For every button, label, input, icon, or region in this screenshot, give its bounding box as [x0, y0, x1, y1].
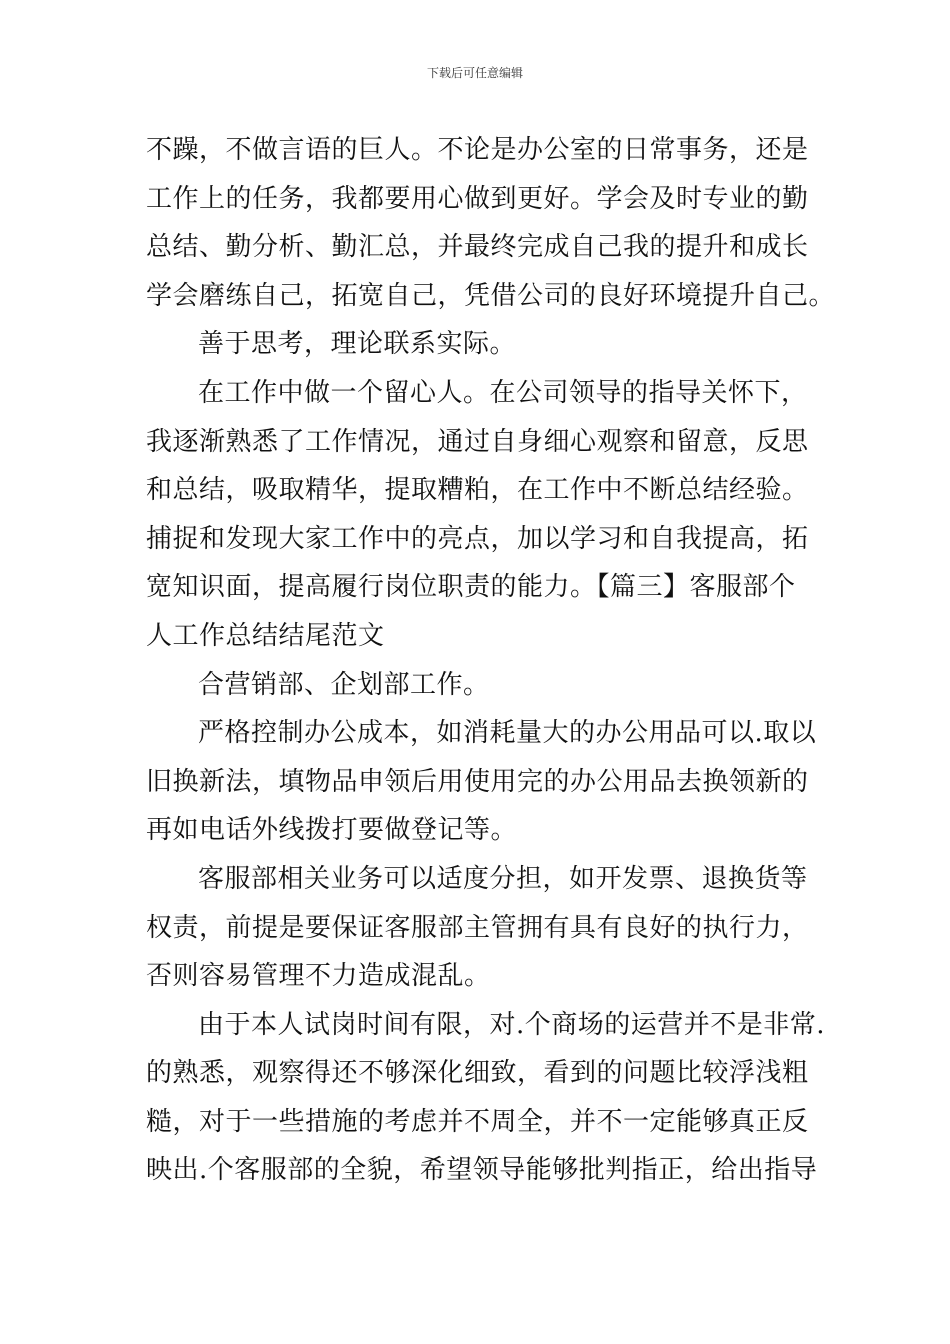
page-header: 下载后可任意编辑 — [426, 66, 523, 80]
text-line: 学会磨练自己，拓宽自己，凭借公司的良好环境提升自己。 — [146, 280, 836, 311]
text-line: 我逐渐熟悉了工作情况，通过自身细心观察和留意，反思 — [146, 426, 809, 457]
text-line: 不躁，不做言语的巨人。不论是办公室的日常事务，还是 — [146, 135, 809, 165]
paragraph-start: 客服部相关业务可以适度分担，如开发票、退换货等 — [198, 863, 808, 894]
text-line: 的熟悉，观察得还不够深化细致，看到的问题比较浮浅粗 — [146, 1058, 809, 1089]
text-line: 和总结，吸取精华，提取糟粕，在工作中不断总结经验。 — [146, 475, 809, 506]
text-line: 再如电话外线拨打要做登记等。 — [146, 815, 518, 846]
text-line: 总结、勤分析、勤汇总，并最终完成自己我的提升和成长 — [146, 232, 809, 263]
paragraph-start: 合营销部、企划部工作。 — [198, 669, 490, 700]
text-line: 否则容易管理不力造成混乱。 — [146, 961, 491, 992]
paragraph-start: 由于本人试岗时间有限，对.个商场的运营并不是非常. — [198, 1009, 826, 1040]
text-line: 宽知识面，提高履行岗位职责的能力。【篇三】客服部个 — [146, 572, 796, 603]
paragraph-start: 严格控制办公成本，如消耗量大的办公用品可以.取以 — [198, 718, 817, 749]
text-line: 旧换新法，填物品申领后用使用完的办公用品去换领新的 — [146, 766, 809, 797]
paragraph-start: 善于思考，理论联系实际。 — [198, 329, 517, 360]
text-line: 人工作总结结尾范文 — [146, 620, 385, 651]
text-line: 工作上的任务，我都要用心做到更好。学会及时专业的勤 — [146, 183, 809, 214]
paragraph-start: 在工作中做一个留心人。在公司领导的指导关怀下， — [198, 377, 808, 408]
text-line: 糙，对于一些措施的考虑并不周全，并不一定能够真正反 — [146, 1106, 809, 1137]
text-line: 捕捉和发现大家工作中的亮点，加以学习和自我提高，拓 — [146, 523, 809, 554]
text-line: 映出.个客服部的全貌，希望领导能够批判指正，给出指导 — [146, 1155, 818, 1186]
text-line: 权责，前提是要保证客服部主管拥有具有良好的执行力， — [146, 912, 809, 943]
document-body — [146, 126, 836, 1195]
